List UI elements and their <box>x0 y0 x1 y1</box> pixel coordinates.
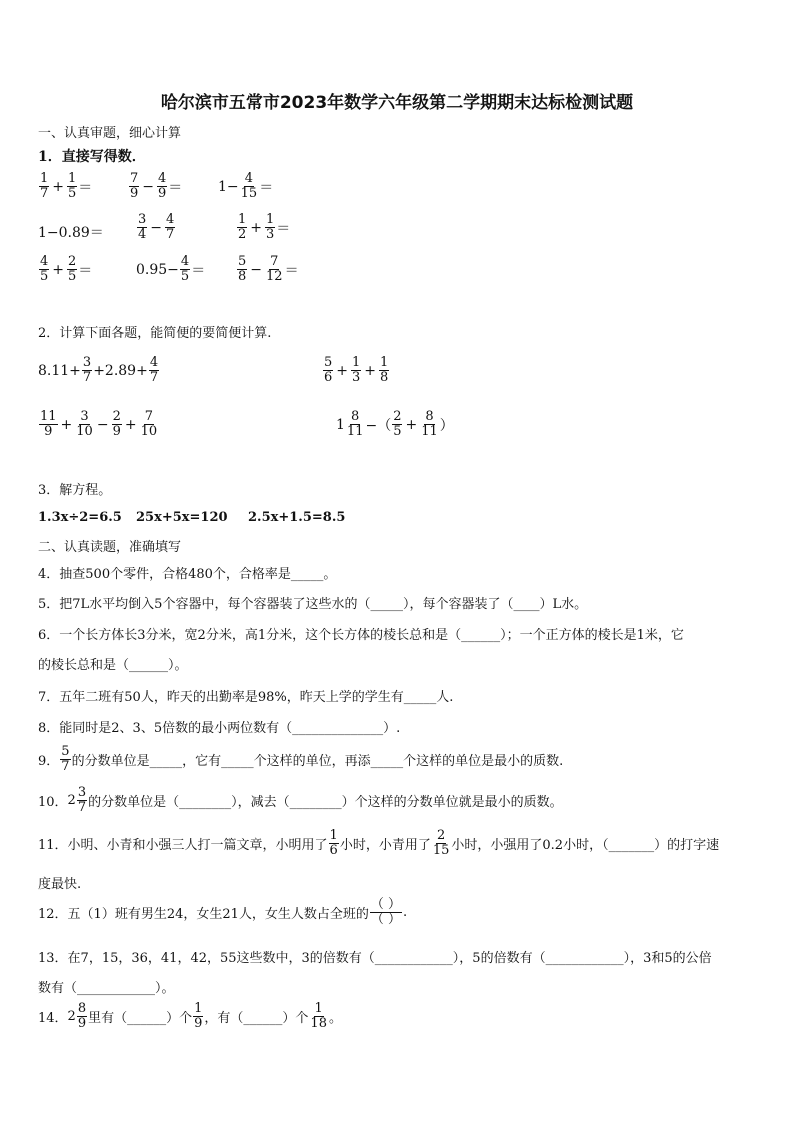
q13-line-1: 13．在7，15，36，41，42，55这些数中，3的倍数有（____________），5的倍数有（____________），3和5的公倍 <box>38 951 712 966</box>
q2-expr-3: $\frac{11}{9}$ + $\frac{3}{10}$ − $\frac{2}{9}$ + $\frac{7}{10}$ <box>40 409 158 440</box>
q6-line-2: 的棱长总和是（______）。 <box>38 658 188 673</box>
q9: 9． $\frac{5}{7}$ 的分数单位是_____，它有_____个这样的单位，再添_____个这样的单位是最小的质数. <box>38 744 564 775</box>
q1-r2c3: $\frac{1}{2}$ + $\frac{1}{3}$ ＝ <box>238 212 291 243</box>
q2-expr-1: 8.11+ $\frac{3}{7}$ +2.89+ $\frac{4}{7}$ <box>38 355 159 386</box>
q6-line-1: 6．一个长方体长3分米，宽2分米，高1分米，这个长方体的棱长总和是（______）；一个正方体的棱长是1米，它 <box>38 628 684 643</box>
q5: 5．把7L水平均倒入5个容器中，每个容器装了这些水的（_____），每个容器装了（____）L水。 <box>38 597 588 612</box>
q2-expr-2: $\frac{5}{6}$ + $\frac{1}{3}$ + $\frac{1}{8}$ <box>324 355 389 386</box>
q10: 10． 2 $\frac{3}{7}$ 的分数单位是（________），减去（________）个这样的分数单位就是最小的质数。 <box>38 785 563 816</box>
q1-r1c3: 1− $\frac{4}{15}$ ＝ <box>218 171 274 202</box>
q4: 4．抽查500个零件，合格480个，合格率是_____。 <box>38 567 337 582</box>
q1-r2c2: $\frac{3}{4}$ − $\frac{4}{7}$ <box>138 212 175 243</box>
q14: 14． 2 $\frac{8}{9}$ 里有（______）个 $\frac{1}{9}$ ，有（______）个 $\frac{1}{18}$ 。 <box>38 1001 342 1032</box>
q8: 8．能同时是2、3、5倍数的最小两位数有（______________）. <box>38 721 401 736</box>
q1-r1c2: $\frac{7}{9}$ − $\frac{4}{9}$ ＝ <box>130 171 183 202</box>
page-title: 哈尔滨市五常市2023年数学六年级第二学期期末达标检测试题 <box>160 93 634 113</box>
q7: 7．五年二班有50人，昨天的出勤率是98%，昨天上学的学生有_____人. <box>38 690 454 705</box>
q3-label: 3．解方程。 <box>38 483 112 498</box>
q3-eq-1: 1.3x÷2=6.5 <box>38 510 122 525</box>
q11-line-1: 11．小明、小青和小强三人打一篇文章，小明用了 $\frac{1}{6}$ 小时，小青用了 $\frac{2}{15}$ 小时，小强用了0.2小时，（_______）的打字速 <box>38 828 720 859</box>
q1-r3c3: $\frac{5}{8}$ − $\frac{7}{12}$ ＝ <box>238 254 299 285</box>
q1-r2c1: 1−0.89＝ <box>38 225 104 241</box>
section-2-heading: 二、认真读题，准确填写 <box>38 540 182 555</box>
q12: 12．五（1）班有男生24，女生21人，女生人数占全班的 $\frac{( )}{( )}$ . <box>38 897 408 928</box>
q3-eq-2: 25x+5x=120 <box>136 510 228 525</box>
q2-label: 2．计算下面各题，能简便的要简便计算. <box>38 326 272 341</box>
q11-line-2: 度最快. <box>38 877 82 892</box>
q1-r1c1: $\frac{1}{7}$ + $\frac{1}{5}$ ＝ <box>40 171 93 202</box>
q1-label: 1．直接写得数． <box>38 149 146 165</box>
section-1-heading: 一、认真审题，细心计算 <box>38 126 182 141</box>
q13-line-2: 数有（____________）。 <box>38 981 175 996</box>
q1-r3c2: 0.95− $\frac{4}{5}$ ＝ <box>136 254 206 285</box>
q3-eq-3: 2.5x+1.5=8.5 <box>248 510 346 525</box>
q2-expr-4: 1 $\frac{8}{11}$ −（ $\frac{2}{5}$ + $\frac{8}{11}$ ） <box>336 409 454 440</box>
q1-r3c1: $\frac{4}{5}$ + $\frac{2}{5}$ ＝ <box>40 254 93 285</box>
